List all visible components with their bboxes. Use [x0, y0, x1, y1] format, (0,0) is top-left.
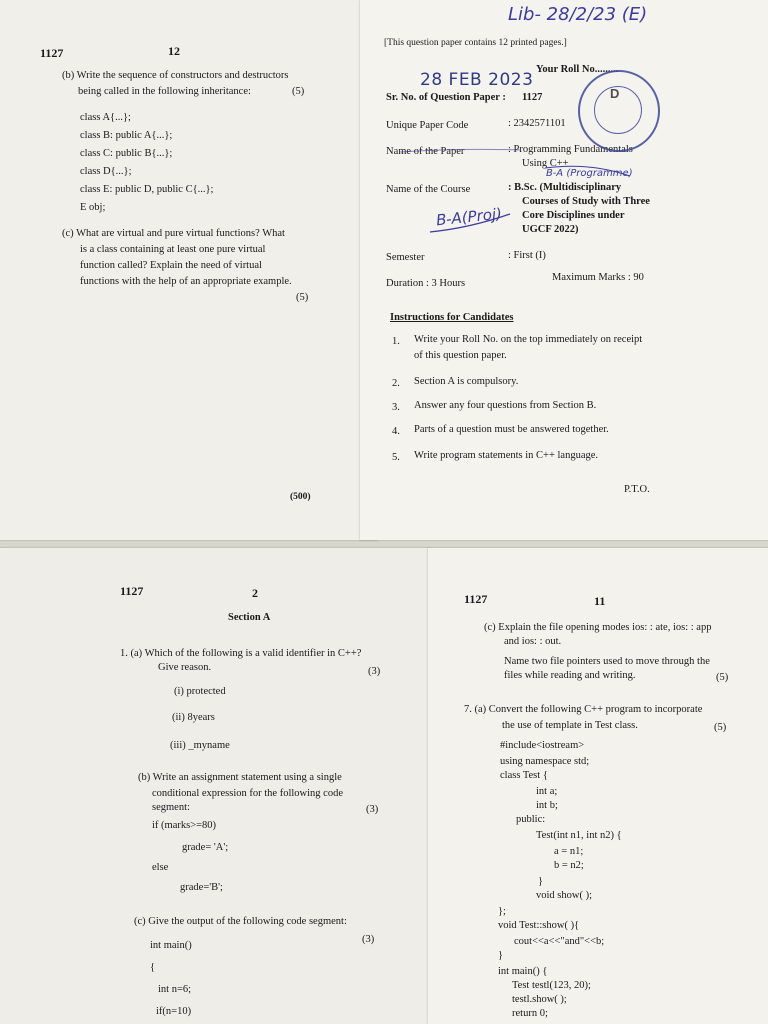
field-value: : First (I) — [508, 250, 546, 261]
serial-value: 1127 — [522, 92, 543, 103]
field-label: Name of the Course — [386, 184, 471, 195]
code-line: else — [152, 862, 169, 873]
field-value: : 2342571101 — [508, 118, 566, 129]
code-line: if(n=10) — [156, 1006, 192, 1017]
code-line: { — [150, 962, 156, 973]
code-line: int main() { — [498, 966, 548, 977]
print-count: (500) — [290, 492, 311, 502]
field-value: Courses of Study with Three — [522, 196, 650, 207]
field-value: UGCF 2022) — [522, 224, 579, 235]
code-line: } — [538, 876, 544, 887]
code-line: Test(int n1, int n2) { — [536, 830, 622, 841]
field-label: Semester — [386, 252, 425, 263]
question-7a-line: 7. (a) Convert the following C++ program to incorporate — [464, 704, 703, 715]
field-value: Using C++ — [522, 158, 569, 169]
instruction-text: Parts of a question must be answered together. — [414, 424, 609, 435]
instruction-number: 2. — [392, 378, 400, 389]
page-number: 11 — [594, 594, 606, 608]
code-line: b = n2; — [554, 860, 584, 871]
question-c-marks: (5) — [296, 292, 309, 303]
field-value: : Programming Fundamentals — [508, 144, 633, 155]
page-2 — [0, 548, 430, 1024]
header-note: [This question paper contains 12 printed pages.] — [384, 38, 567, 48]
page-11 — [428, 548, 768, 1024]
question-7a-line: the use of template in Test class. — [502, 720, 638, 731]
code-line: void Test::show( ){ — [498, 920, 580, 931]
code-line: E obj; — [80, 202, 106, 213]
option: (ii) 8years — [172, 712, 215, 723]
pto-label: P.T.O. — [624, 484, 650, 495]
handwritten-note: Lib- 28/2/23 (E) — [508, 4, 648, 25]
question-1b-marks: (3) — [366, 804, 379, 815]
instruction-number: 3. — [392, 402, 400, 413]
code-line: grade= 'A'; — [182, 842, 229, 853]
instruction-number: 1. — [392, 336, 400, 347]
question-1b-line: conditional expression for the following code — [152, 788, 343, 799]
question-1a-line: Give reason. — [158, 662, 212, 673]
field-label: Name of the Paper — [386, 146, 465, 157]
question-1c-marks: (3) — [362, 934, 375, 945]
question-c-line: Name two file pointers used to move through the — [504, 656, 710, 667]
code-line: #include<iostream> — [500, 740, 585, 751]
maximum-marks: Maximum Marks : 90 — [552, 272, 644, 283]
field-value: : B.Sc. (Multidisciplinary — [508, 182, 622, 193]
question-c-line: and ios: : out. — [504, 636, 562, 647]
handwritten-course-short: B-A(Proj) — [435, 204, 503, 230]
instruction-text: Section A is compulsory. — [414, 376, 519, 387]
code-line: cout<<a<<"and"<<b; — [514, 936, 605, 947]
question-7a-marks: (5) — [714, 722, 727, 733]
code-line: public: — [516, 814, 546, 825]
question-1a-marks: (3) — [368, 666, 381, 677]
question-b-marks: (5) — [292, 86, 305, 97]
paper-code: 1127 — [120, 584, 144, 598]
option: (i) protected — [174, 686, 226, 697]
question-b-line1: (b) Write the sequence of constructors and destructors — [62, 70, 289, 81]
section-title: Section A — [228, 612, 271, 623]
field-label: Unique Paper Code — [386, 120, 469, 131]
instruction-text: Write program statements in C++ language. — [414, 450, 599, 461]
question-1b-line: segment: — [152, 802, 190, 813]
paper-code: 1127 — [464, 592, 488, 606]
question-1b-line: (b) Write an assignment statement using a single — [138, 772, 342, 783]
code-line: int main() — [150, 940, 192, 951]
instructions-title: Instructions for Candidates — [390, 312, 514, 323]
code-line: int b; — [536, 800, 558, 811]
question-c-line: is a class containing at least one pure virtual — [80, 244, 266, 255]
code-line: if (marks>=80) — [152, 820, 217, 831]
code-line: class D{...}; — [80, 166, 132, 177]
page-number: 12 — [168, 44, 180, 58]
code-line: grade='B'; — [180, 882, 223, 893]
code-line: int n=6; — [158, 984, 192, 995]
code-line: } — [498, 950, 504, 961]
question-c-line: (c) What are virtual and pure virtual functions? What — [62, 228, 285, 239]
code-line: class A{...}; — [80, 112, 131, 123]
code-line: void show( ); — [536, 890, 592, 901]
question-1c-line: (c) Give the output of the following code segment: — [134, 916, 347, 927]
roll-number-label: Your Roll No......... — [536, 64, 619, 75]
code-line: a = n1; — [554, 846, 584, 857]
question-c-line: function called? Explain the need of virtual — [80, 260, 262, 271]
code-line: class B: public A{...}; — [80, 130, 173, 141]
question-c-marks: (5) — [716, 672, 729, 683]
code-line: using namespace std; — [500, 756, 590, 767]
code-line: class C: public B{...}; — [80, 148, 173, 159]
serial-label: Sr. No. of Question Paper : — [386, 92, 506, 103]
question-b-line2: being called in the following inheritance: — [78, 86, 251, 97]
instruction-text: Answer any four questions from Section B. — [414, 400, 597, 411]
question-1a-line: 1. (a) Which of the following is a valid identifier in C++? — [120, 648, 362, 659]
code-line: class E: public D, public C{...}; — [80, 184, 214, 195]
instruction-text: of this question paper. — [414, 350, 507, 361]
question-c-line: files while reading and writing. — [504, 670, 636, 681]
date-stamp: 28 FEB 2023 — [420, 70, 534, 90]
question-c-line: functions with the help of an appropriate example. — [80, 276, 292, 287]
instruction-number: 5. — [392, 452, 400, 463]
code-line: testl.show( ); — [512, 994, 567, 1005]
paper-code: 1127 — [40, 46, 64, 60]
code-line: }; — [498, 906, 506, 917]
instruction-number: 4. — [392, 426, 400, 437]
question-c-line: (c) Explain the file opening modes ios: : ate, ios: : app — [484, 622, 712, 633]
code-line: class Test { — [500, 770, 548, 781]
code-line: return 0; — [512, 1008, 548, 1019]
instruction-text: Write your Roll No. on the top immediately on receipt — [414, 334, 643, 345]
college-seal-icon: D — [578, 70, 660, 152]
page-number: 2 — [252, 586, 258, 600]
option: (iii) _myname — [170, 740, 230, 751]
code-line: int a; — [536, 786, 558, 797]
duration: Duration : 3 Hours — [386, 278, 466, 289]
field-value: Core Disciplines under — [522, 210, 625, 221]
handwritten-course: B-A (Programme) — [546, 168, 633, 179]
code-line: Test testl(123, 20); — [512, 980, 591, 991]
